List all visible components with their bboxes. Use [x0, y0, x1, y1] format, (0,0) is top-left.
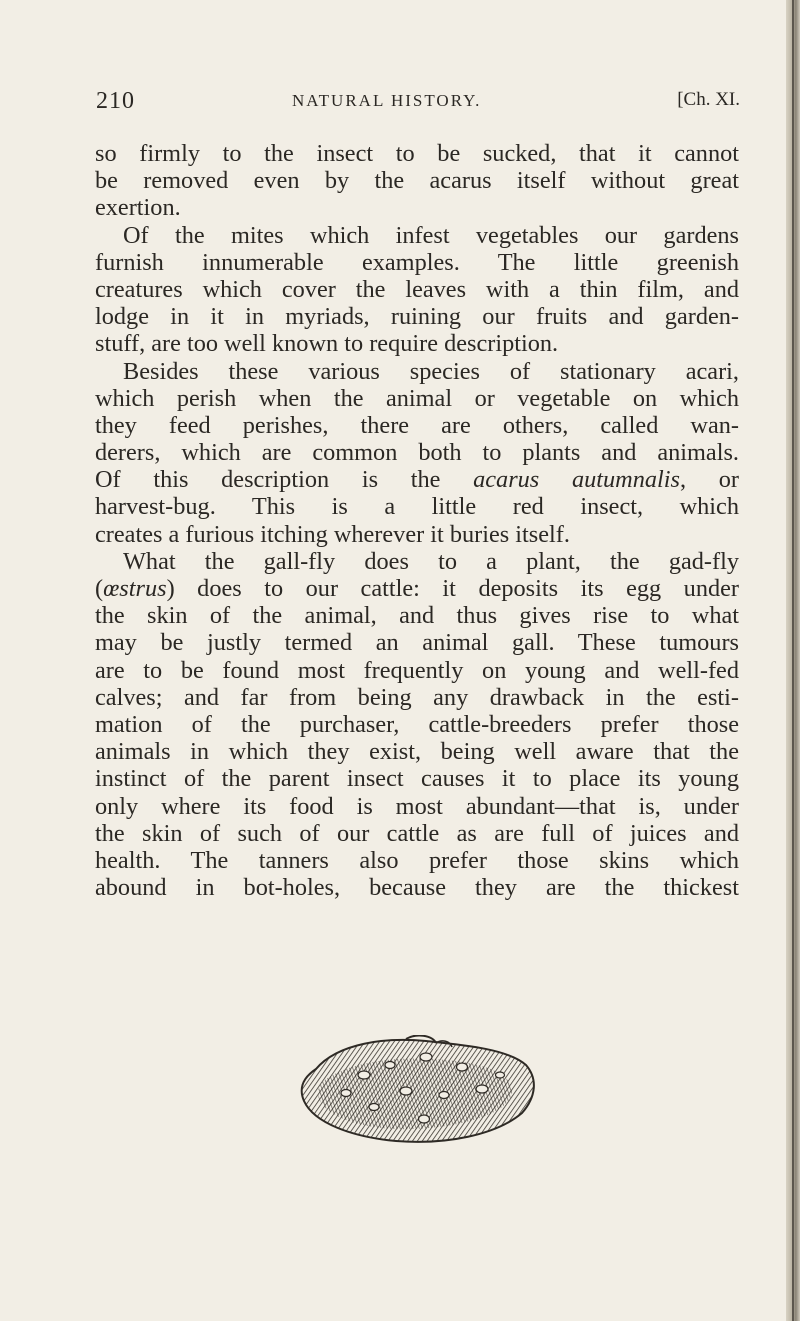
page-header [96, 88, 740, 118]
body-text [95, 140, 739, 901]
text-line: Of this description is the acarus autumnalis, or [95, 466, 739, 494]
text-line: derers, which are common both to plants and animals. [95, 439, 739, 467]
text-line: What the gall-fly does to a plant, the gad-fly [123, 547, 739, 575]
text-line: health. The tanners also prefer those skins which [95, 846, 739, 874]
text-line: they feed perishes, there are others, called wan- [95, 411, 739, 439]
running-head: NATURAL HISTORY. [292, 91, 482, 110]
text-line: lodge in it in myriads, ruining our fruits and garden- [95, 303, 739, 331]
text-line: (œstrus) does to our cattle: it deposits its egg under [95, 575, 739, 602]
text-line: Besides these various species of stationary acari, [123, 357, 739, 385]
text-line: abound in bot-holes, because they are the thickest [95, 874, 739, 902]
chapter-reference: [Ch. XI. [677, 89, 740, 110]
page-number: 210 [96, 88, 135, 114]
text-line: the skin of such of our cattle as are full of juices and [95, 819, 739, 847]
text-line: be removed even by the acarus itself without great [95, 167, 739, 195]
text-line: mation of the purchaser, cattle-breeders prefer those [95, 710, 739, 738]
text-line: only where its food is most abundant—that is, under [95, 792, 739, 820]
text-line: harvest-bug. This is a little red insect, which [95, 493, 739, 521]
page-edge [786, 0, 800, 1321]
text-line: may be justly termed an animal gall. These tumours [95, 629, 739, 657]
text-line: furnish innumerable examples. The little greenish [95, 248, 739, 276]
text-line: stuff, are too well known to require description. [95, 330, 559, 358]
text-line: the skin of the animal, and thus gives rise to what [95, 602, 739, 630]
text-line: instinct of the parent insect causes it to place its young [95, 765, 739, 793]
text-line: Of the mites which infest vegetables our gardens [123, 221, 739, 249]
text-line: so firmly to the insect to be sucked, that it cannot [95, 140, 739, 167]
text-line: which perish when the animal or vegetable on which [95, 384, 739, 412]
text-line: calves; and far from being any drawback in the esti- [95, 683, 739, 711]
text-line: animals in which they exist, being well aware that the [95, 738, 739, 766]
text-line: creates a furious itching wherever it buries itself. [95, 520, 570, 548]
text-line: creatures which cover the leaves with a thin film, and [95, 275, 739, 303]
text-line: exertion. [95, 194, 181, 222]
text-line: are to be found most frequently on young and well-fed [95, 656, 739, 684]
engraved-hide-with-bot-holes-icon [286, 1035, 546, 1147]
